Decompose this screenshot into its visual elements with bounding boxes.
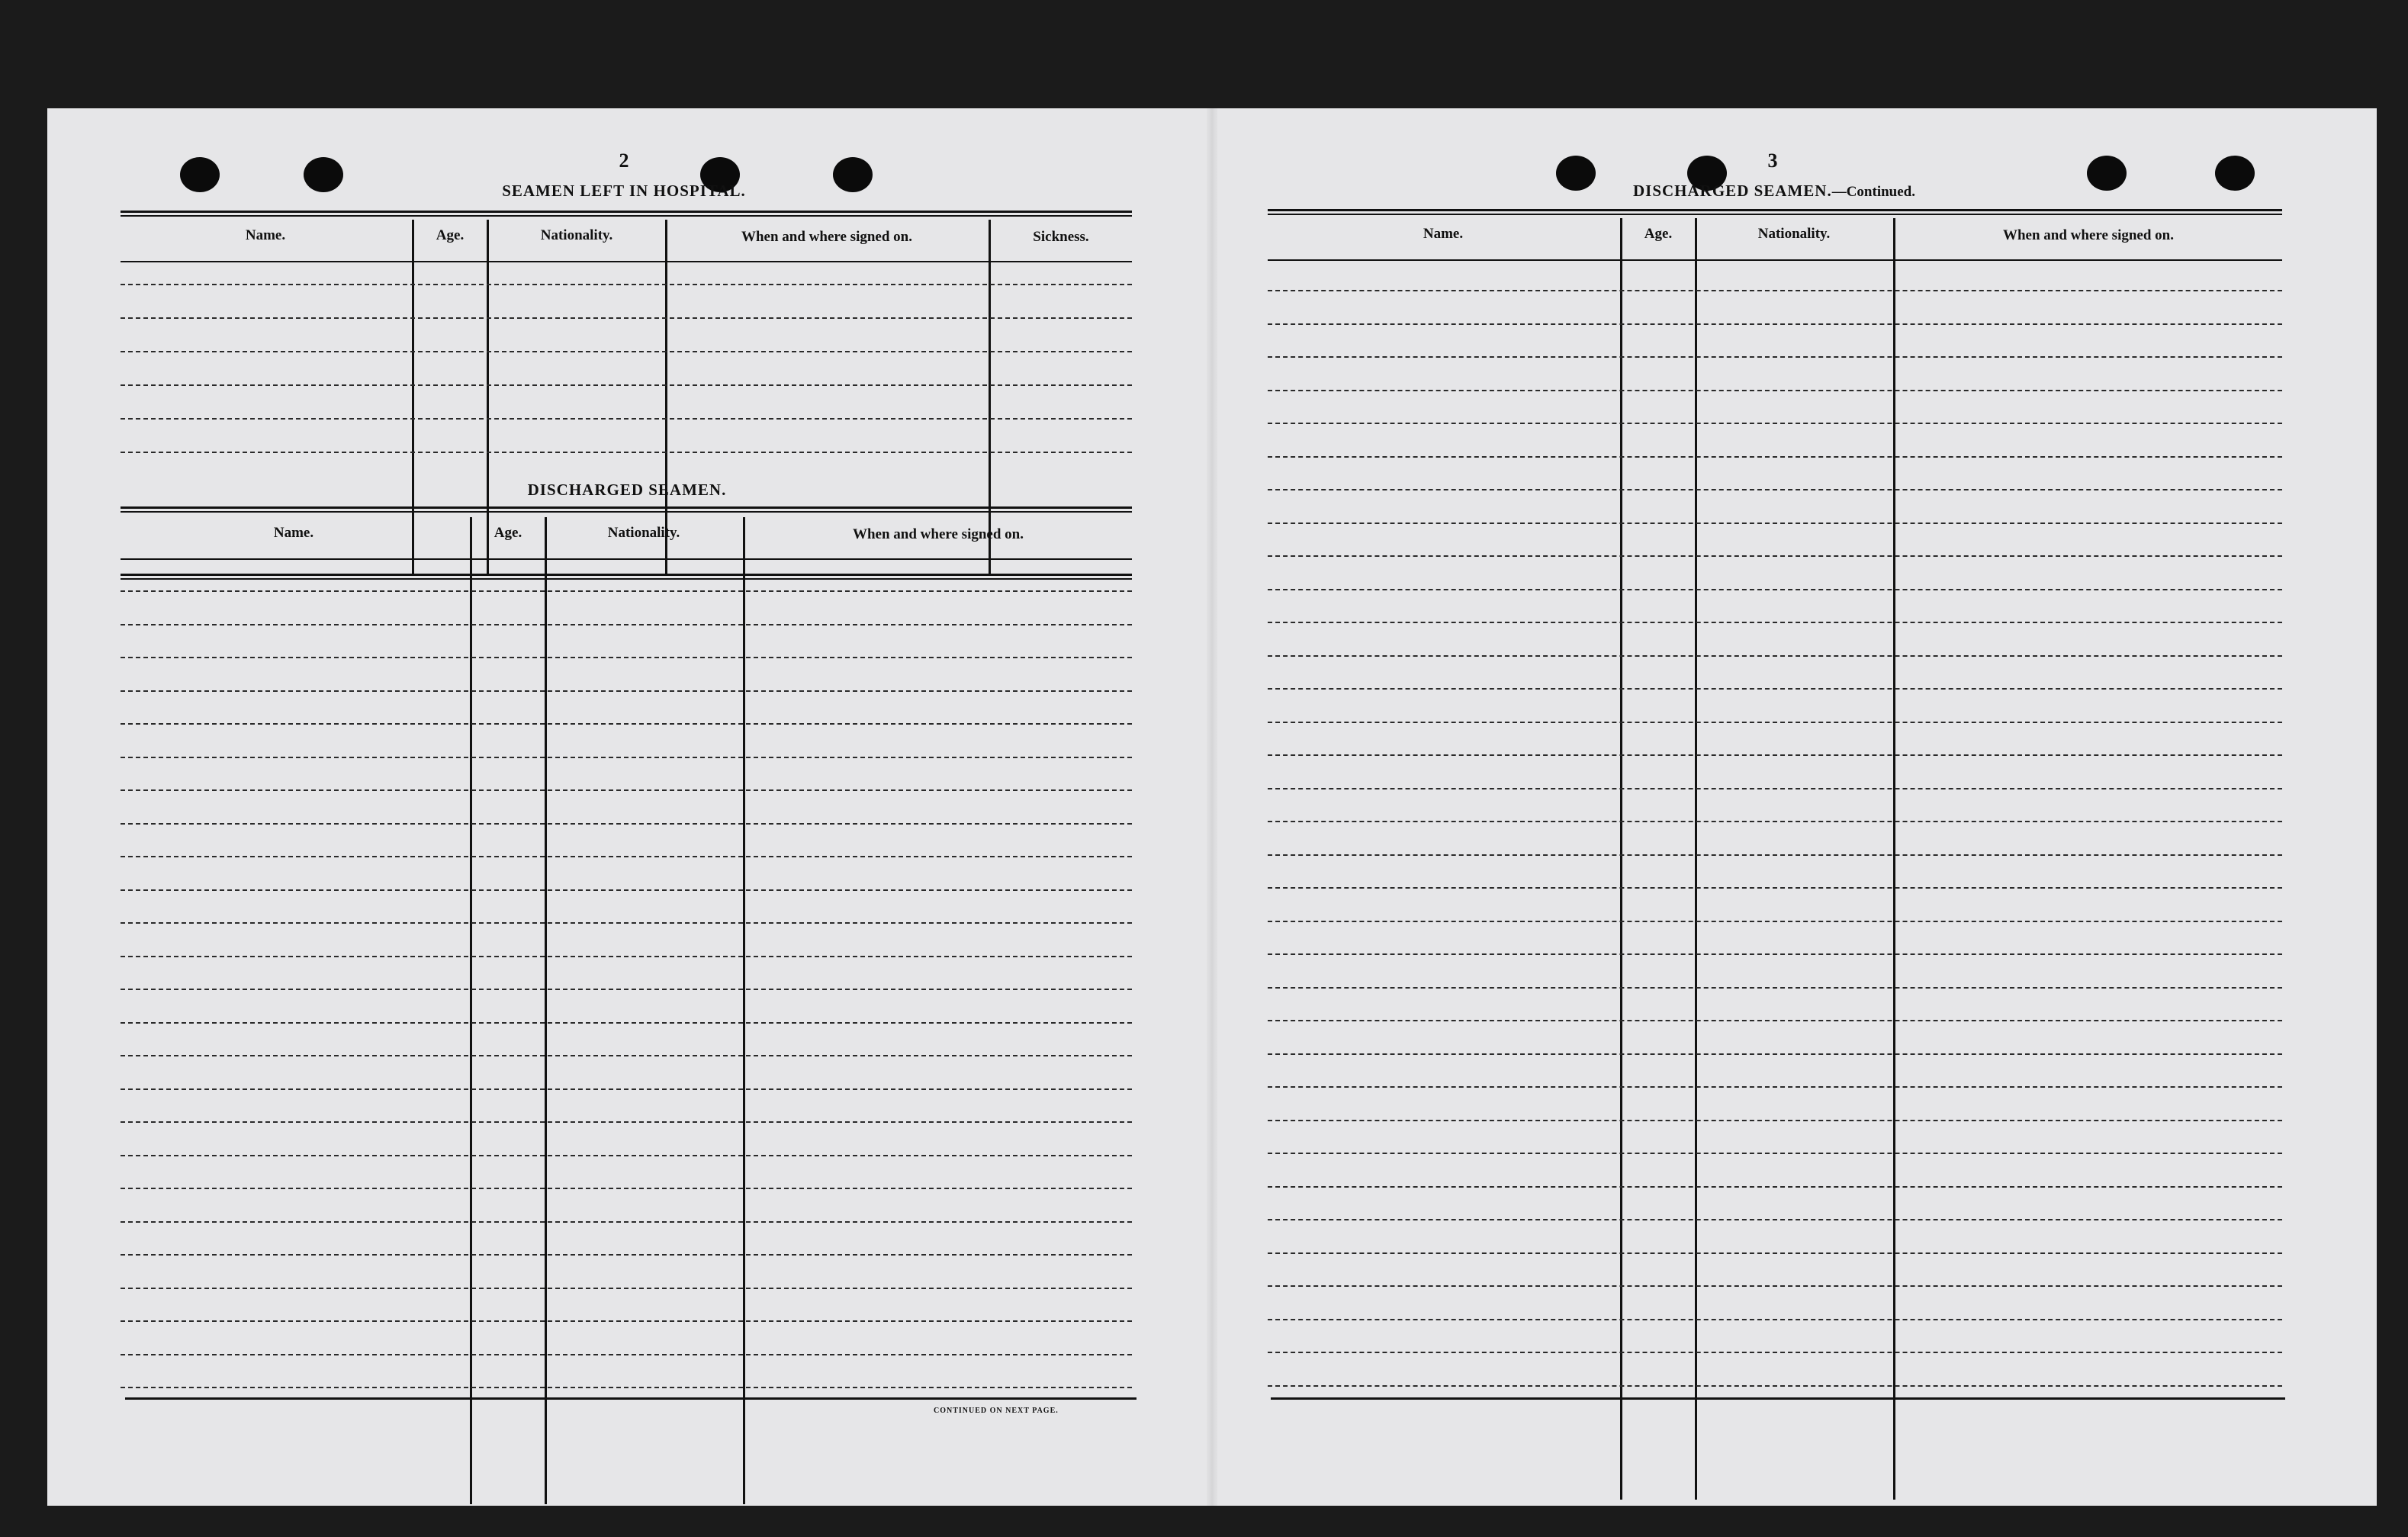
table-row (121, 723, 1132, 725)
table-row (121, 384, 1132, 386)
table-bottom-rule (125, 1397, 1136, 1400)
table-row (121, 284, 1132, 285)
column-header-when-where: When and where signed on. (741, 229, 912, 245)
table-row (1268, 456, 2282, 458)
table-row (121, 418, 1132, 420)
table-row (1268, 622, 2282, 623)
table-top-rule (121, 506, 1132, 513)
table-row (1268, 887, 2282, 889)
page-fold (1207, 108, 1217, 1506)
column-divider (1695, 218, 1697, 1500)
section-divider-rule (121, 574, 1132, 580)
table-row (121, 1254, 1132, 1256)
table-row (1268, 1219, 2282, 1220)
column-header-sickness: Sickness. (1033, 229, 1089, 245)
table-row (1268, 688, 2282, 690)
column-divider (743, 517, 745, 1504)
table-row (121, 1221, 1132, 1223)
table-row (1268, 821, 2282, 822)
table-row (121, 823, 1132, 825)
table-row (121, 989, 1132, 990)
table-row (1268, 356, 2282, 358)
table-row (1268, 523, 2282, 524)
title-text: DISCHARGED SEAMEN. (1633, 182, 1832, 200)
table-row (121, 1022, 1132, 1024)
table-row (1268, 1252, 2282, 1254)
table-row (1268, 1020, 2282, 1021)
column-header-nationality: Nationality. (607, 525, 680, 541)
right-page (1217, 108, 2377, 1506)
column-header-age: Age. (493, 525, 522, 541)
table-row (121, 889, 1132, 891)
column-header-when-where: When and where signed on. (852, 526, 1024, 542)
table-row (121, 1387, 1132, 1388)
table-row (1268, 987, 2282, 989)
table-row (121, 624, 1132, 625)
table-row (1268, 1285, 2282, 1287)
table-top-rule (121, 211, 1132, 217)
table-row (1268, 1153, 2282, 1154)
table-row (1268, 921, 2282, 922)
column-header-when-where: When and where signed on. (2002, 227, 2174, 243)
column-divider (470, 517, 472, 1504)
table-row (1268, 1120, 2282, 1121)
header-rule (121, 261, 1132, 262)
table-row (121, 757, 1132, 758)
table-row (1268, 754, 2282, 756)
hospital-section-title: SEAMEN LEFT IN HOSPITAL. (502, 182, 746, 200)
table-row (1268, 423, 2282, 424)
table-row (121, 690, 1132, 692)
table-row (1268, 854, 2282, 856)
table-row (121, 856, 1132, 857)
column-header-nationality: Nationality. (540, 227, 613, 243)
table-row (121, 1155, 1132, 1156)
discharged-section-title: DISCHARGED SEAMEN. (527, 481, 727, 499)
column-header-nationality: Nationality. (1757, 226, 1831, 242)
table-row (1268, 589, 2282, 590)
table-row (1268, 1053, 2282, 1055)
column-divider (1620, 218, 1622, 1500)
table-row (1268, 1186, 2282, 1188)
ledger-sheet (47, 108, 2377, 1506)
table-row (1268, 1352, 2282, 1353)
table-row (121, 956, 1132, 957)
table-row (121, 1121, 1132, 1123)
column-header-name: Name. (245, 227, 286, 243)
table-row (121, 1320, 1132, 1322)
header-rule (1268, 259, 2282, 261)
table-row (1268, 323, 2282, 325)
table-row (1268, 1319, 2282, 1320)
continued-note: CONTINUED ON NEXT PAGE. (934, 1407, 1059, 1415)
table-row (121, 590, 1132, 592)
column-header-age: Age. (436, 227, 465, 243)
title-suffix: —Continued. (1831, 184, 1915, 200)
column-divider (1893, 218, 1895, 1500)
table-row (121, 1354, 1132, 1355)
table-row (121, 1288, 1132, 1289)
column-divider (487, 220, 489, 575)
table-bottom-rule (1271, 1397, 2285, 1400)
table-row (1268, 1086, 2282, 1088)
column-header-age: Age. (1644, 226, 1673, 242)
table-top-rule (1268, 209, 2282, 215)
table-row (121, 789, 1132, 791)
table-row (1268, 290, 2282, 291)
header-rule (121, 558, 1132, 560)
table-row (1268, 953, 2282, 955)
table-row (1268, 1385, 2282, 1387)
table-row (121, 657, 1132, 658)
table-row (1268, 555, 2282, 557)
table-row (1268, 788, 2282, 789)
column-divider (989, 220, 991, 575)
table-row (1268, 722, 2282, 723)
table-row (1268, 489, 2282, 490)
table-row (121, 1188, 1132, 1189)
table-row (121, 1088, 1132, 1090)
table-row (1268, 655, 2282, 657)
left-page (47, 108, 1207, 1506)
table-row (121, 1055, 1132, 1056)
table-row (121, 351, 1132, 352)
column-divider (545, 517, 547, 1504)
discharged-continued-title (1614, 182, 1934, 201)
column-header-name: Name. (273, 525, 314, 541)
table-row (1268, 390, 2282, 391)
table-row (121, 922, 1132, 924)
column-header-name: Name. (1423, 226, 1464, 242)
column-divider (665, 220, 667, 575)
column-divider (412, 220, 414, 575)
page-number: 2 (619, 150, 629, 172)
table-row (121, 452, 1132, 453)
table-row (121, 317, 1132, 319)
page-number: 3 (1767, 150, 1778, 172)
